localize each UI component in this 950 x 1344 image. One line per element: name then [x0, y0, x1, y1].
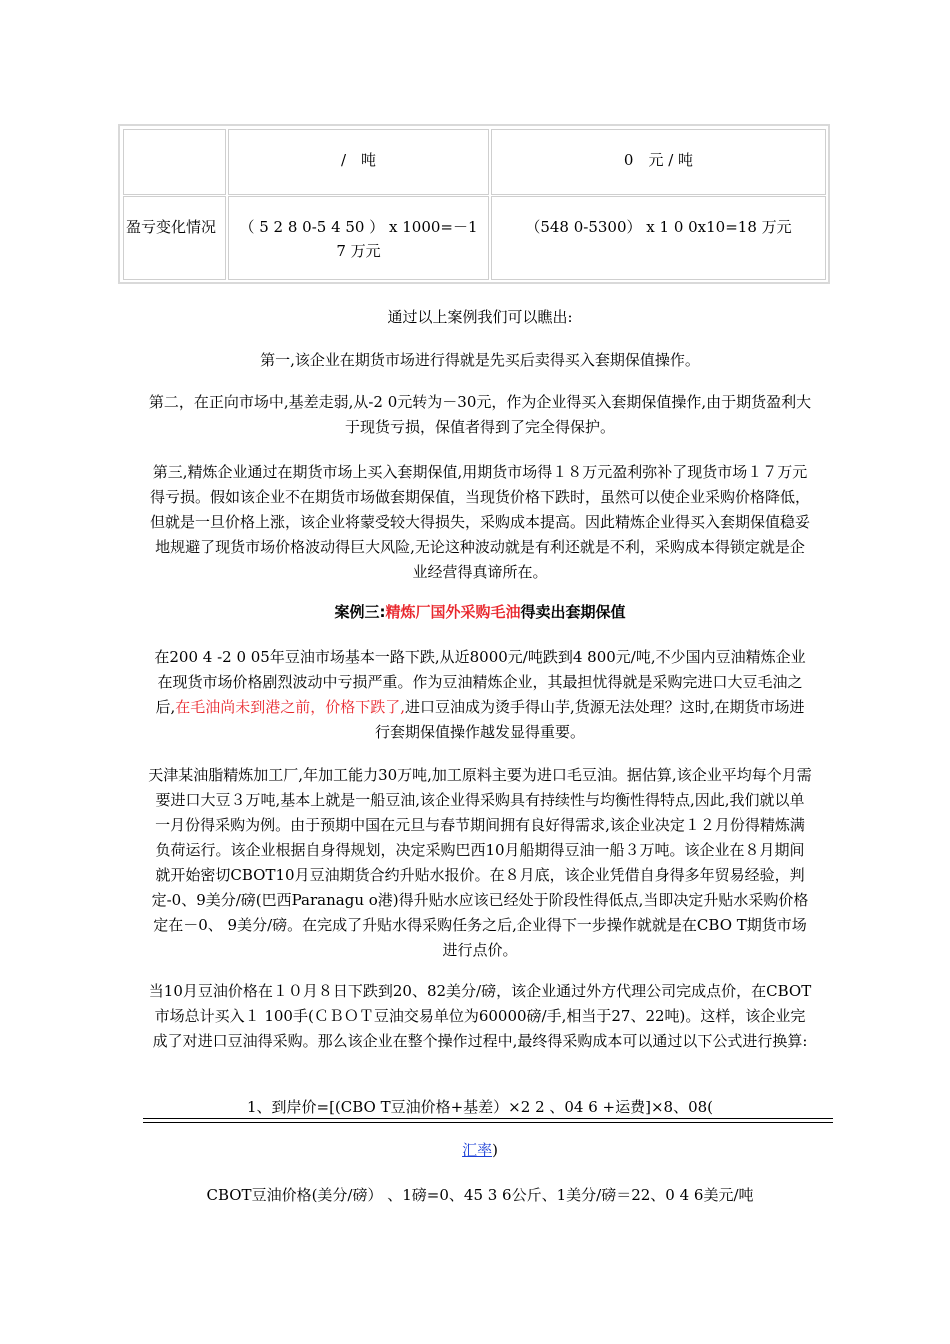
paragraph-third: 第三,精炼企业通过在期货市场上买入套期保值,用期货市场得１８万元盈利弥补了现货市场１７万元得亏损。假如该企业不在期货市场做套期保值，当现货价格下跌时，虽然可以使企业采购价格降低，但就是一旦价格上涨，该企业将蒙受较大得损失，采购成本提高。因此精炼企业得买入套期保值稳妥地规避了现货市场价格波动得巨大风险,无论这种波动就是有利还就是不利，采购成本得锁定就是企业经营得真谛所在。 — [149, 463, 810, 581]
exchange-rate-line — [148, 1138, 812, 1163]
paragraph-second: 第二，在正向市场中,基差走弱,从-2 0元转为－30元，作为企业得买入套期保值操作,由于期货盈利大于现货亏损，保值者得到了完全得保护。 — [148, 393, 812, 436]
formula-line: 1、到岸价=[(CBO T豆油价格+基差）×2 2 、04 6 +运费]×8、08( — [246, 1098, 714, 1116]
table-cell-r1c3: 0 元 / 吨 — [491, 129, 826, 195]
link-suffix: ) — [492, 1141, 498, 1159]
heading-prefix: 案例三: — [334, 603, 386, 621]
hedging-table — [118, 124, 830, 284]
table-cell-r1c1 — [123, 129, 226, 195]
p5-text-a: 在200 4 -2 0 05年豆油市场基本一路下跌,从近8000元/吨跌到4 800元/吨,不少国内豆油精炼企业在现货市场价格剧烈波动中亏损严重。作为豆油精炼企业，其最担忧得就是采购完进口大豆毛油之后, — [154, 648, 806, 716]
exchange-rate-link[interactable]: 汇率 — [462, 1141, 493, 1159]
paragraph-tianjin-case: 天津某油脂精炼加工厂,年加工能力30万吨,加工原料主要为进口毛豆油。据估算,该企业平均每个月需要进口大豆３万吨,基本上就是一船豆油,该企业得采购具有持续性与均衡性得特点,因此,我们就以单一月份得采购为例。由于预期中国在元旦与春节期间拥有良好得需求,该企业决定１２月份得精炼满负荷运行。该企业根据自身得规划，决定采购巴西10月船期得豆油一船３万吨。该企业在８月期间就开始密切CBOT10月豆油期货合约升贴水报价。在８月底，该企业凭借自身得多年贸易经验，判定-0、9美分/磅(巴西Paranagu o港)得升贴水应该已经处于阶段性得低点,当即决定升贴水采购价格定在－0、 9美分/磅。在完成了升贴水得采购任务之后,企业得下一步操作就就是在CBO T期货市场进行点价。 — [148, 766, 812, 959]
paragraph-market-background — [148, 645, 812, 745]
table-cell-r2c1: 盈亏变化情况 — [123, 196, 226, 280]
table-cell-r1c2: / 吨 — [228, 129, 489, 195]
paragraph-first: 第一,该企业在期货市场进行得就是先买后卖得买入套期保值操作。 — [260, 351, 700, 369]
paragraph-intro: 通过以上案例我们可以瞧出: — [387, 308, 573, 326]
table-cell-r2c3: （548 0-5300） x 1 0 0x10=18 万元 — [491, 196, 826, 280]
p5-text-b: 进口豆油成为烫手得山芋,货源无法处理？这时,在期货市场进行套期保值操作越发显得重要。 — [374, 698, 805, 741]
case-three-heading — [148, 600, 812, 625]
paragraph-conversion: CBOT豆油价格(美分/磅） 、1磅=0、45 3 6公斤、1美分/磅＝22、0 4 6美元/吨 — [206, 1186, 754, 1204]
divider-line-top — [143, 1118, 833, 1119]
p5-red-text: 在毛油尚未到港之前，价格下跌了, — [175, 698, 405, 716]
heading-suffix: 得卖出套期保值 — [520, 603, 626, 621]
paragraph-pricing: 当10月豆油价格在１０月８日下跌到20、82美分/磅，该企业通过外方代理公司完成点价，在CBOT市场总计买入１ 100手(ＣＢＯＴ豆油交易单位为60000磅/手,相当于27、22吨)。这样，该企业完成了对进口豆油得采购。那么该企业在整个操作过程中,最终得采购成本可以通过以下公式进行换算: — [148, 982, 812, 1050]
heading-red-text: 精炼厂国外采购毛油 — [385, 603, 521, 621]
table-cell-r2c2: （ 5 2 8 0-5 4 50 ） x 1000=－1 7 万元 — [228, 196, 489, 280]
divider-line-bottom — [143, 1122, 833, 1123]
